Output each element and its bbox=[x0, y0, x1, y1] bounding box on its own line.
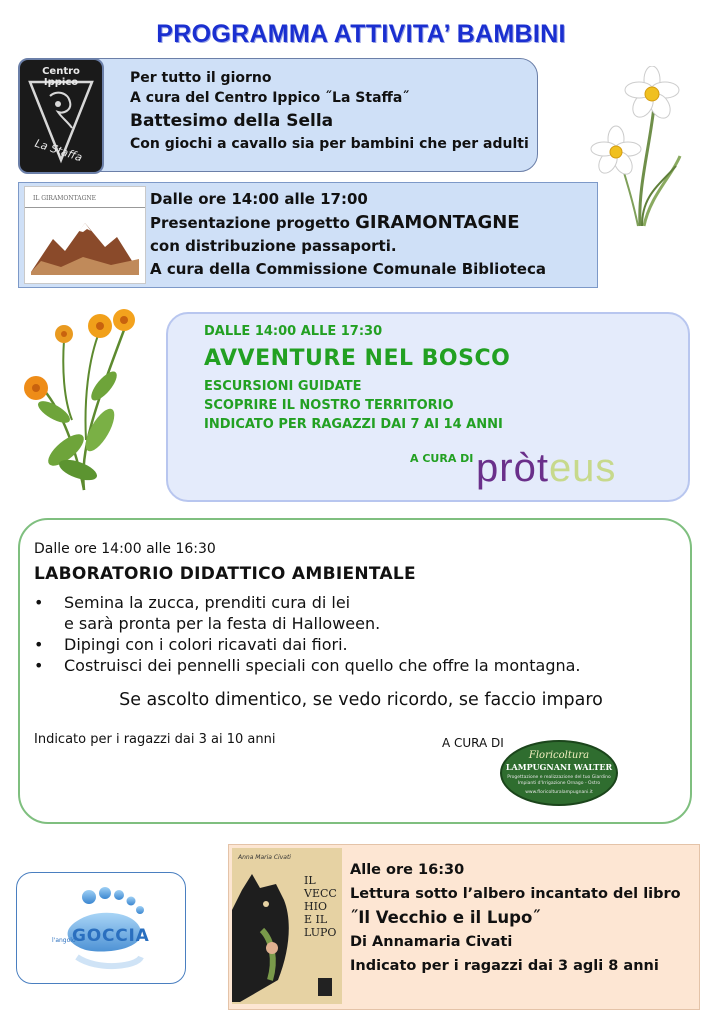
goccia-wordmark: GOCCIA bbox=[72, 926, 150, 946]
giramontagne-line-4: A cura della Commissione Comunale Biblioteca bbox=[150, 260, 546, 278]
logo-text-top: Centro Ippico bbox=[42, 66, 80, 88]
adventures-title: AVVENTURE NEL BOSCO bbox=[204, 346, 511, 371]
flori-line-1: Floricoltura bbox=[528, 750, 590, 761]
flori-line-2: LAMPUGNANI WALTER bbox=[505, 762, 613, 772]
giramontagne-text bbox=[150, 188, 546, 281]
project-name: GIRAMONTAGNE bbox=[355, 212, 520, 233]
adventures-text bbox=[204, 322, 510, 434]
laboratory-time: Dalle ore 14:00 alle 16:30 bbox=[34, 541, 216, 557]
adventures-time: DALLE 14:00 ALLE 17:30 bbox=[204, 324, 383, 339]
centro-ippico-logo bbox=[18, 58, 104, 174]
publisher-logo bbox=[318, 978, 332, 996]
giramontagne-line-2 bbox=[150, 211, 546, 235]
horse-line-1: Per tutto il giorno bbox=[130, 70, 272, 86]
goccia-sub-label: l'angolo bbox=[52, 937, 76, 944]
bullet-icon: • bbox=[34, 656, 44, 675]
giramontagne-line-3: con distribuzione passaporti. bbox=[150, 237, 397, 255]
horse-line-4: Con giochi a cavallo sia per bambini che per adulti bbox=[130, 136, 529, 152]
reading-text bbox=[350, 858, 681, 978]
presentation-label: Presentazione progetto bbox=[150, 214, 356, 232]
reading-age-range: Indicato per i ragazzi dai 3 agli 8 anni bbox=[350, 958, 659, 974]
giramontagne-image bbox=[24, 186, 146, 284]
list-item-continuation bbox=[34, 613, 581, 634]
marigold-illustration bbox=[14, 300, 154, 496]
list-item-text: Costruisci dei pennelli speciali con quello che offre la montagna. bbox=[64, 656, 581, 675]
list-item bbox=[34, 655, 581, 676]
list-item-text: e sarà pronta per la festa di Halloween. bbox=[64, 614, 381, 633]
book-author: Anna Maria Civati bbox=[238, 854, 291, 861]
laboratory-cura-label: A CURA DI bbox=[442, 736, 504, 750]
adventures-line-2: SCOPRIRE IL NOSTRO TERRITORIO bbox=[204, 398, 454, 413]
logo-text-bottom: La Staffa bbox=[33, 136, 84, 165]
list-item bbox=[34, 634, 581, 655]
book-title: IL VECCHIO E IL LUPO bbox=[304, 874, 337, 939]
list-item bbox=[34, 592, 581, 613]
bullet-icon: • bbox=[34, 635, 44, 654]
horse-heading: Battesimo della Sella bbox=[130, 111, 334, 131]
list-item-text: Dipingi con i colori ricavati dai fiori. bbox=[64, 635, 348, 654]
reading-time: Alle ore 16:30 bbox=[350, 862, 465, 878]
bullet-icon: • bbox=[34, 593, 44, 612]
adventures-line-3: INDICATO PER RAGAZZI DAI 7 AI 14 ANNI bbox=[204, 417, 503, 432]
reading-line-2: Lettura sotto l’albero incantato del libro bbox=[350, 886, 681, 902]
flori-line-3: Progettazione e realizzazione del tuo Giardino Impianti d'Irrigazione Ornago - Ostro bbox=[507, 775, 611, 786]
laboratory-motto: Se ascolto dimentico, se vedo ricordo, se faccio imparo bbox=[119, 690, 603, 710]
image-divider bbox=[25, 207, 145, 208]
daffodil-illustration bbox=[580, 66, 700, 230]
floricoltura-logo bbox=[500, 740, 618, 806]
reading-author: Di Annamaria Civati bbox=[350, 934, 513, 950]
wolf-illustration bbox=[232, 870, 312, 1002]
flori-line-4: www.floricolturalampugnani.it bbox=[525, 790, 593, 795]
adventures-cura-label: A CURA DI bbox=[410, 452, 474, 465]
horse-line-2: A cura del Centro Ippico ˝La Staffa˝ bbox=[130, 90, 410, 106]
proteus-logo-part2: eus bbox=[548, 446, 617, 490]
book-title-quote: ˝Il Vecchio e il Lupo˝ bbox=[350, 908, 541, 927]
giramontagne-time: Dalle ore 14:00 alle 17:00 bbox=[150, 190, 368, 208]
giramontagne-image-label: IL GIRAMONTAGNE bbox=[33, 195, 97, 202]
list-item-text: Semina la zucca, prenditi cura di lei bbox=[64, 593, 351, 612]
laboratory-age-range: Indicato per i ragazzi dai 3 ai 10 anni bbox=[34, 732, 276, 747]
proteus-logo bbox=[476, 446, 616, 491]
horse-riding-text bbox=[130, 68, 529, 154]
adventures-line-1: ESCURSIONI GUIDATE bbox=[204, 379, 362, 394]
book-cover bbox=[232, 848, 342, 1004]
laboratory-list bbox=[34, 592, 581, 676]
page-title: PROGRAMMA ATTIVITA’ BAMBINI bbox=[156, 20, 566, 48]
mountains-icon bbox=[31, 217, 139, 277]
proteus-logo-part1: pròt bbox=[476, 446, 549, 490]
laboratory-title: LABORATORIO DIDATTICO AMBIENTALE bbox=[34, 564, 416, 584]
